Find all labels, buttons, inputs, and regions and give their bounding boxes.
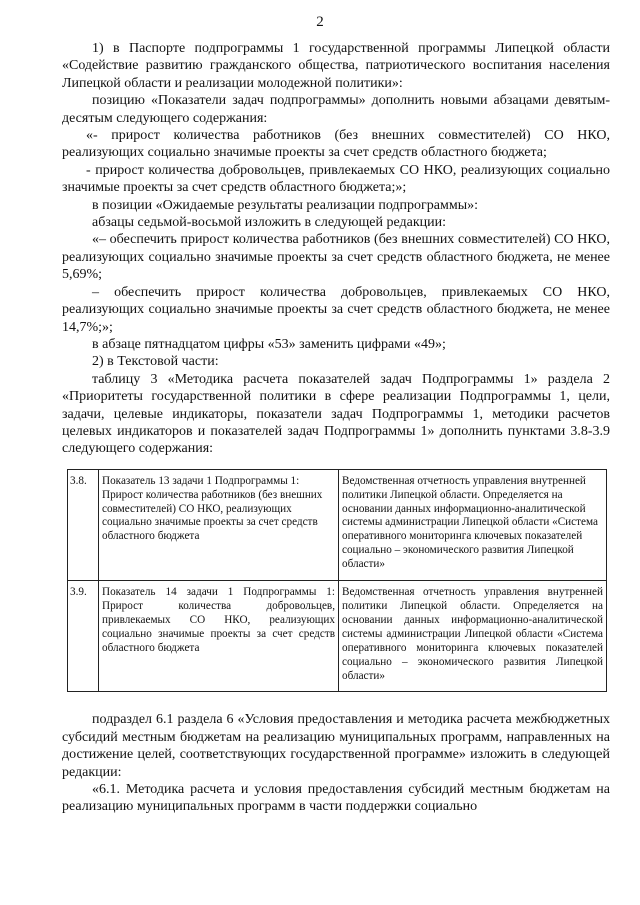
- paragraph: 1) в Паспорте подпрограммы 1 государственной программы Липецкой области «Содействие развитию гражданского общества, патриотического воспитания населения Липецкой области и реализации молодежной политики»:: [62, 41, 610, 91]
- paragraph: «– обеспечить прирост количества работников (без внешних совместителей) СО НКО, реализующих социально значимые проекты за счет средств областного бюджета, не менее 5,69%;: [62, 232, 610, 283]
- paragraph: позицию «Показатели задач подпрограммы» дополнить новыми абзацами девятым-десятым следующего содержания:: [62, 93, 610, 126]
- page-number: 2: [316, 14, 324, 30]
- paragraph: абзацы седьмой-восьмой изложить в следующей редакции:: [92, 215, 446, 231]
- paragraph: – обеспечить прирост количества добровольцев, привлекаемых СО НКО, реализующих социально значимые проекты за счет средств областного бюджета, не менее 14,7%;»;: [62, 284, 610, 335]
- paragraph: таблицу 3 «Методика расчета показателей задач Подпрограммы 1» раздела 2 «Приоритеты государственной политики в сфере реализации Подпрограммы 1, цели, задачи, целевые индикаторы, показатели задач Подпрограммы 1, методики расчетов целевых индикаторов и показателей задач Подпрограммы 1» дополнить пунктами 3.8-3.9 следующего содержания:: [62, 371, 610, 457]
- paragraph: в позиции «Ожидаемые результаты реализации подпрограммы»:: [92, 197, 479, 213]
- document-body: [62, 40, 610, 816]
- table-row: [68, 469, 607, 580]
- source-cell: Ведомственная отчетность управления внутренней политики Липецкой области. Определяется на основании данных информационно-аналитической системы администрации Липецкой области «Система оперативного мониторинга ключевых показателей социально – экономического развития Липецкой области»: [339, 581, 607, 692]
- table-row: [68, 581, 607, 692]
- paragraph: - прирост количества добровольцев, привлекаемых СО НКО, реализующих социально значимые проекты за счет средств областного бюджета;»;: [62, 162, 610, 196]
- indicators-table: [67, 469, 607, 693]
- paragraph: 2) в Текстовой части:: [92, 354, 219, 370]
- indicator-cell: Показатель 14 задачи 1 Подпрограммы 1: Прирост количества добровольцев, привлекаемых СО НКО, реализующих социально значимые проекты за счет средств областного бюджета: [99, 581, 339, 692]
- paragraph: подраздел 6.1 раздела 6 «Условия предоставления и методика расчета межбюджетных субсидий местным бюджетам на реализацию муниципальных программ, направленных на достижение целей, соответствующих государственной программе» изложить в следующей редакции:: [62, 712, 610, 780]
- paragraph: «6.1. Методика расчета и условия предоставления субсидий местным бюджетам на реализацию муниципальных программ в части поддержки социально: [62, 782, 610, 815]
- indicator-cell: Показатель 13 задачи 1 Подпрограммы 1: Прирост количества работников (без внешних совместителей) СО НКО, реализующих социально значимые проекты за счет средств областного бюджета: [99, 469, 339, 580]
- paragraph: «- прирост количества работников (без внешних совместителей) СО НКО, реализующих социально значимые проекты за счет средств областного бюджета;: [62, 128, 610, 161]
- paragraph: в абзаце пятнадцатом цифры «53» заменить цифрами «49»;: [92, 336, 446, 352]
- row-number: 3.9.: [68, 581, 99, 692]
- row-number: 3.8.: [68, 469, 99, 580]
- source-cell: Ведомственная отчетность управления внутренней политики Липецкой области. Определяется на основании данных информационно-аналитической системы администрации Липецкой области «Система оперативного мониторинга ключевых показателей социально – экономического развития Липецкой области»: [339, 469, 607, 580]
